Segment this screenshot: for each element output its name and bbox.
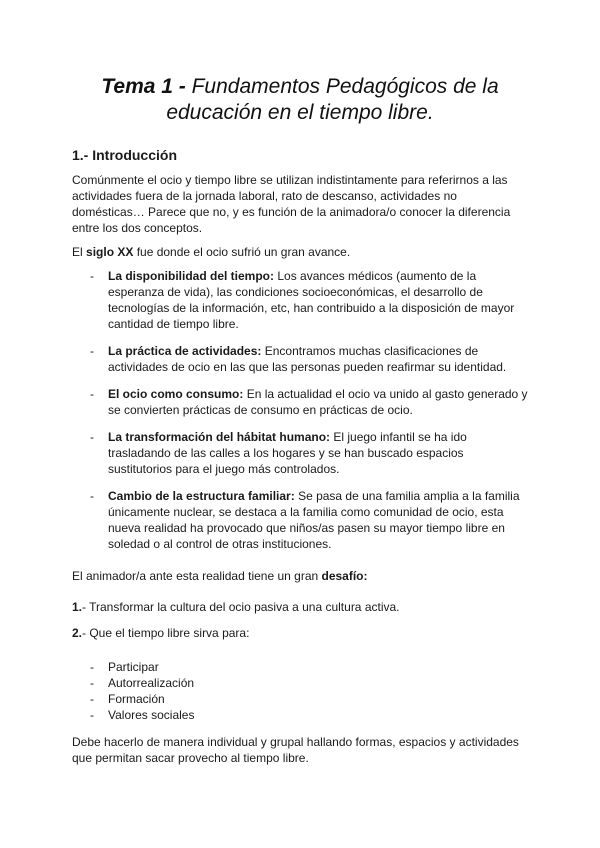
topic-text: Los avances médicos (aumento de la esperanza de vida), las condiciones socioeconómicas, el desarrollo de tecnologías de la información, etc, han contribuido a la disposición de mayor cantidad de tiempo libre.	[108, 269, 515, 331]
topic-item	[72, 488, 528, 552]
section-heading: 1.- Introducción	[72, 147, 177, 163]
topic-text: Se pasa de una familia amplia a la familia únicamente nuclear, se destaca a la familia como comunidad de ocio, esta nueva realidad ha provocado que niños/as pasen su mayor tiempo libre en soledad o al control de otras instituciones.	[108, 489, 520, 551]
topic-item	[72, 268, 528, 332]
desafio-pre: El animador/a ante esta realidad tiene un gran	[72, 569, 322, 583]
dash-bullet: -	[90, 489, 94, 503]
dash-bullet: -	[90, 387, 94, 401]
dash-bullet: -	[90, 269, 94, 283]
intro-paragraph: Comúnmente el ocio y tiempo libre se utilizan indistintamente para referirnos a las actividades fuera de la jornada laboral, rato de descanso, actividades no domésticas… Parece que no, y es función de la animadora/o conocer la diferencia entre los dos conceptos.	[72, 173, 511, 235]
list-item	[72, 707, 528, 723]
topic-title: El ocio como consumo:	[108, 387, 244, 401]
siglo-post: fue donde el ocio sufrió un gran avance.	[133, 245, 351, 259]
dash-bullet: -	[90, 676, 94, 690]
document-title	[72, 74, 528, 126]
topic-item	[72, 386, 528, 418]
objetivo-1	[72, 599, 528, 615]
siglo-pre: El	[72, 245, 87, 259]
objetivo-2-num: 2.	[72, 626, 83, 640]
dash-bullet: -	[90, 692, 94, 706]
desafio-paragraph	[72, 568, 528, 584]
topic-text: Encontramos muchas clasificaciones de actividades de ocio en las que las personas pueden reafirmar su identidad.	[108, 344, 507, 374]
title-text: Fundamentos Pedagógicos de la educación en el tiempo libre.	[166, 75, 499, 124]
dash-bullet: -	[90, 430, 94, 444]
closing-paragraph: Debe hacerlo de manera individual y grupal hallando formas, espacios y actividades que permitan sacar provecho al tiempo libre.	[72, 735, 519, 765]
list-item	[72, 691, 528, 707]
topic-text: En la actualidad el ocio va unido al gasto generado y se convierten prácticas de consumo en prácticas de ocio.	[108, 387, 528, 417]
dash-bullet: -	[90, 344, 94, 358]
topic-title: La transformación del hábitat humano:	[108, 430, 331, 444]
objetivo-1-num: 1.	[72, 600, 83, 614]
list-item-text: Autorrealización	[108, 676, 195, 690]
topic-item	[72, 343, 528, 375]
list-item-text: Participar	[108, 660, 159, 674]
topics-list	[72, 268, 528, 552]
list-item	[72, 659, 528, 675]
title-tema: Tema 1 -	[101, 75, 186, 98]
siglo-bold: siglo XX	[86, 245, 134, 259]
desafio-bold: desafío:	[321, 569, 368, 583]
siglo-paragraph	[72, 244, 528, 260]
topic-title: Cambio de la estructura familiar:	[108, 489, 295, 503]
list-item-text: Valores sociales	[108, 708, 195, 722]
list-item-text: Formación	[108, 692, 165, 706]
objetivo-2-text: - Que el tiempo libre sirva para:	[82, 626, 250, 640]
purposes-list	[72, 659, 528, 723]
list-item	[72, 675, 528, 691]
topic-text: El juego infantil se ha ido trasladando de las calles a los hogares y se han buscado espacios sustitutorios para el juego más controlados.	[108, 430, 467, 476]
dash-bullet: -	[90, 708, 94, 722]
objetivo-1-text: - Transformar la cultura del ocio pasiva a una cultura activa.	[82, 600, 400, 614]
topic-title: La disponibilidad del tiempo:	[108, 269, 275, 283]
topic-title: La práctica de actividades:	[108, 344, 262, 358]
objetivo-2	[72, 625, 528, 641]
topic-item	[72, 429, 528, 477]
dash-bullet: -	[90, 660, 94, 674]
